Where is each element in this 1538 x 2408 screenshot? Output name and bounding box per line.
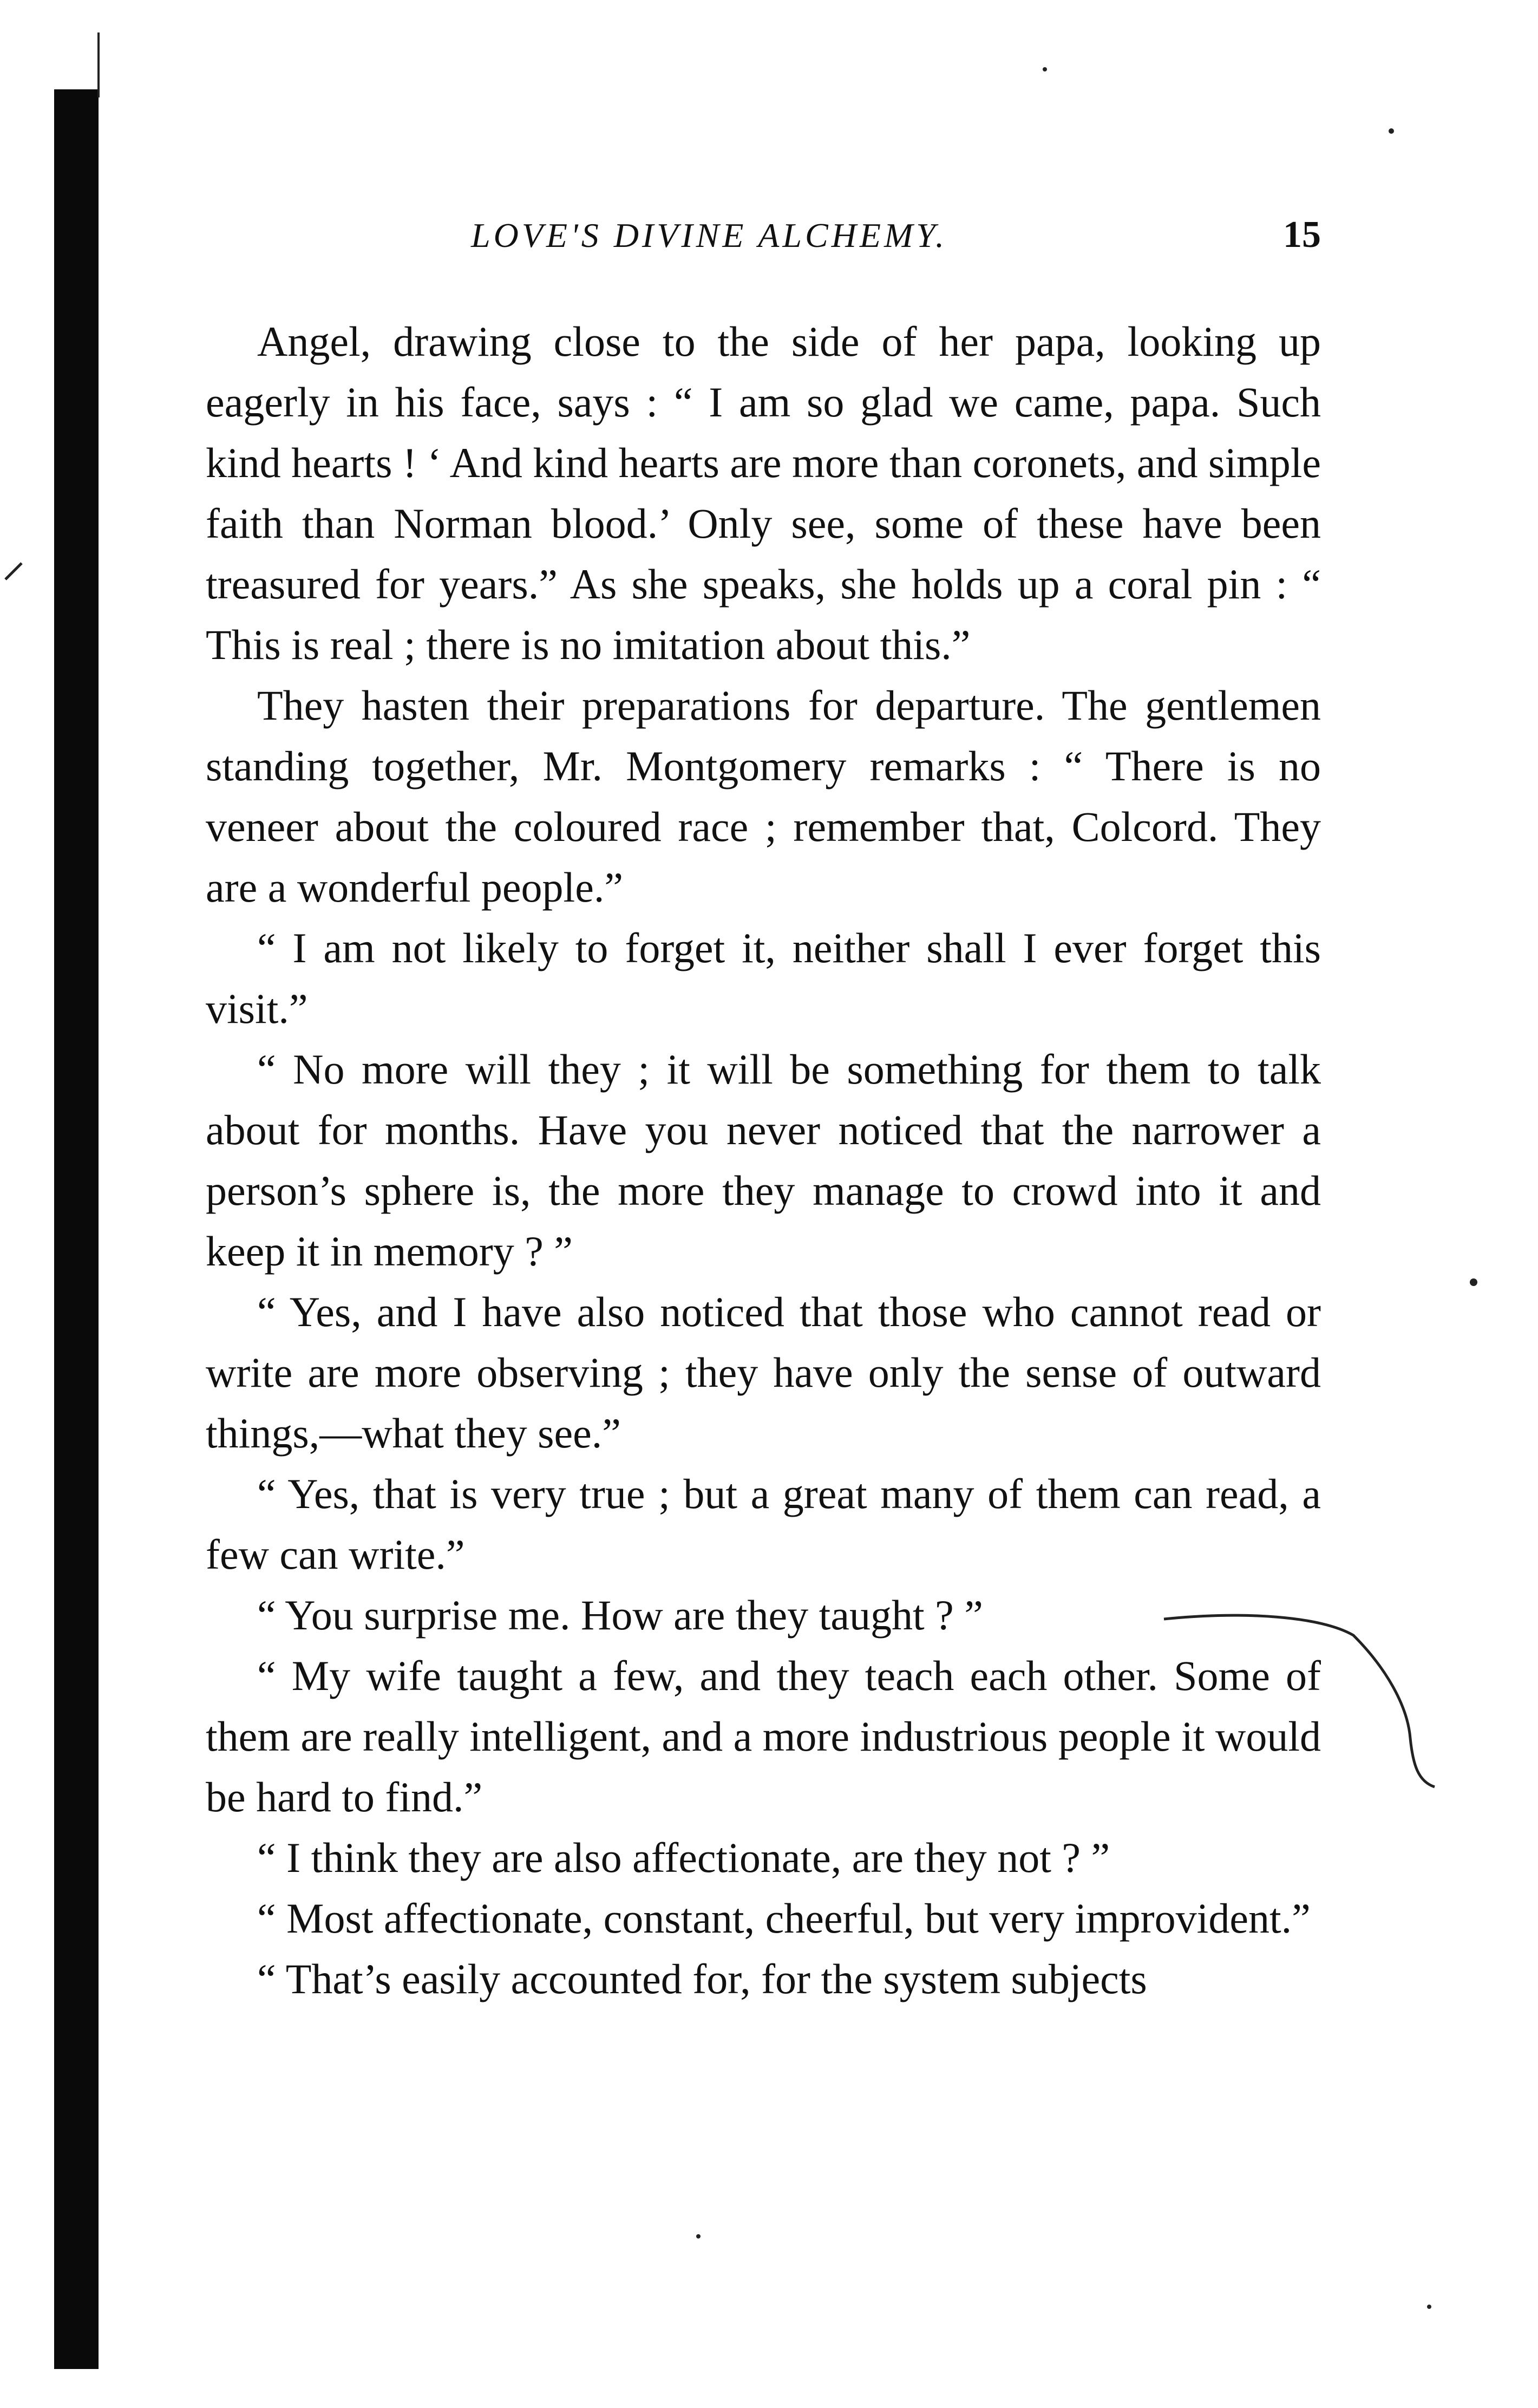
paragraph: “ My wife taught a few, and they teach each other. Some of them are really intelligent, and a more industrious people it would be hard to find.” — [206, 1652, 1321, 1820]
paragraph: “ I think they are also affectionate, are they not ? ” — [257, 1834, 1110, 1881]
paragraph: “ You surprise me. How are they taught ? ” — [257, 1591, 983, 1639]
paragraph: “ No more will they ; it will be something for them to talk about for months. Have you never noticed that the narrower a person’s sphere is, the more they manage to crowd into it and keep it in memory ? ” — [206, 1046, 1321, 1275]
body-text — [206, 311, 1321, 2009]
paragraph: “ That’s easily accounted for, for the system subjects — [257, 1955, 1147, 2002]
page-header — [206, 211, 1321, 271]
paragraph: “ Yes, and I have also noticed that those who cannot read or write are more observing ; they have only the sense of outward things,—what they see.” — [206, 1288, 1321, 1457]
page-number: 15 — [1283, 214, 1321, 256]
paragraph: “ Most affectionate, constant, cheerful, but very improvident.” — [257, 1895, 1311, 1942]
paragraph: “ Yes, that is very true ; but a great many of them can read, a few can write.” — [206, 1470, 1321, 1578]
speck-mark — [1389, 128, 1394, 134]
speck-mark — [1043, 67, 1047, 71]
paragraph: “ I am not likely to forget it, neither shall I ever forget this visit.” — [206, 924, 1321, 1032]
running-title: LOVE'S DIVINE ALCHEMY. — [471, 216, 947, 254]
binding-shadow — [54, 89, 99, 2369]
paragraph: They hasten their preparations for departure. The gentlemen standing together, Mr. Montgomery remarks : “ There is no veneer about the coloured race ; remember that, Colcord. They are a wonderful people.” — [206, 682, 1321, 911]
binding-edge-line — [97, 32, 100, 97]
speck-mark — [1427, 2305, 1431, 2309]
margin-slash-mark — [5, 563, 22, 579]
paragraph: Angel, drawing close to the side of her papa, looking up eagerly in his face, says : “ I am so glad we came, papa. Such kind hearts ! ‘ And kind hearts are more than coronets, and simple faith than Norman blood.’ Only see, some of these have been treasured for years.” As she speaks, she holds up a coral pin : “ This is real ; there is no imitation about this.” — [206, 318, 1321, 668]
speck-mark — [1470, 1278, 1477, 1286]
speck-mark — [696, 2234, 701, 2239]
